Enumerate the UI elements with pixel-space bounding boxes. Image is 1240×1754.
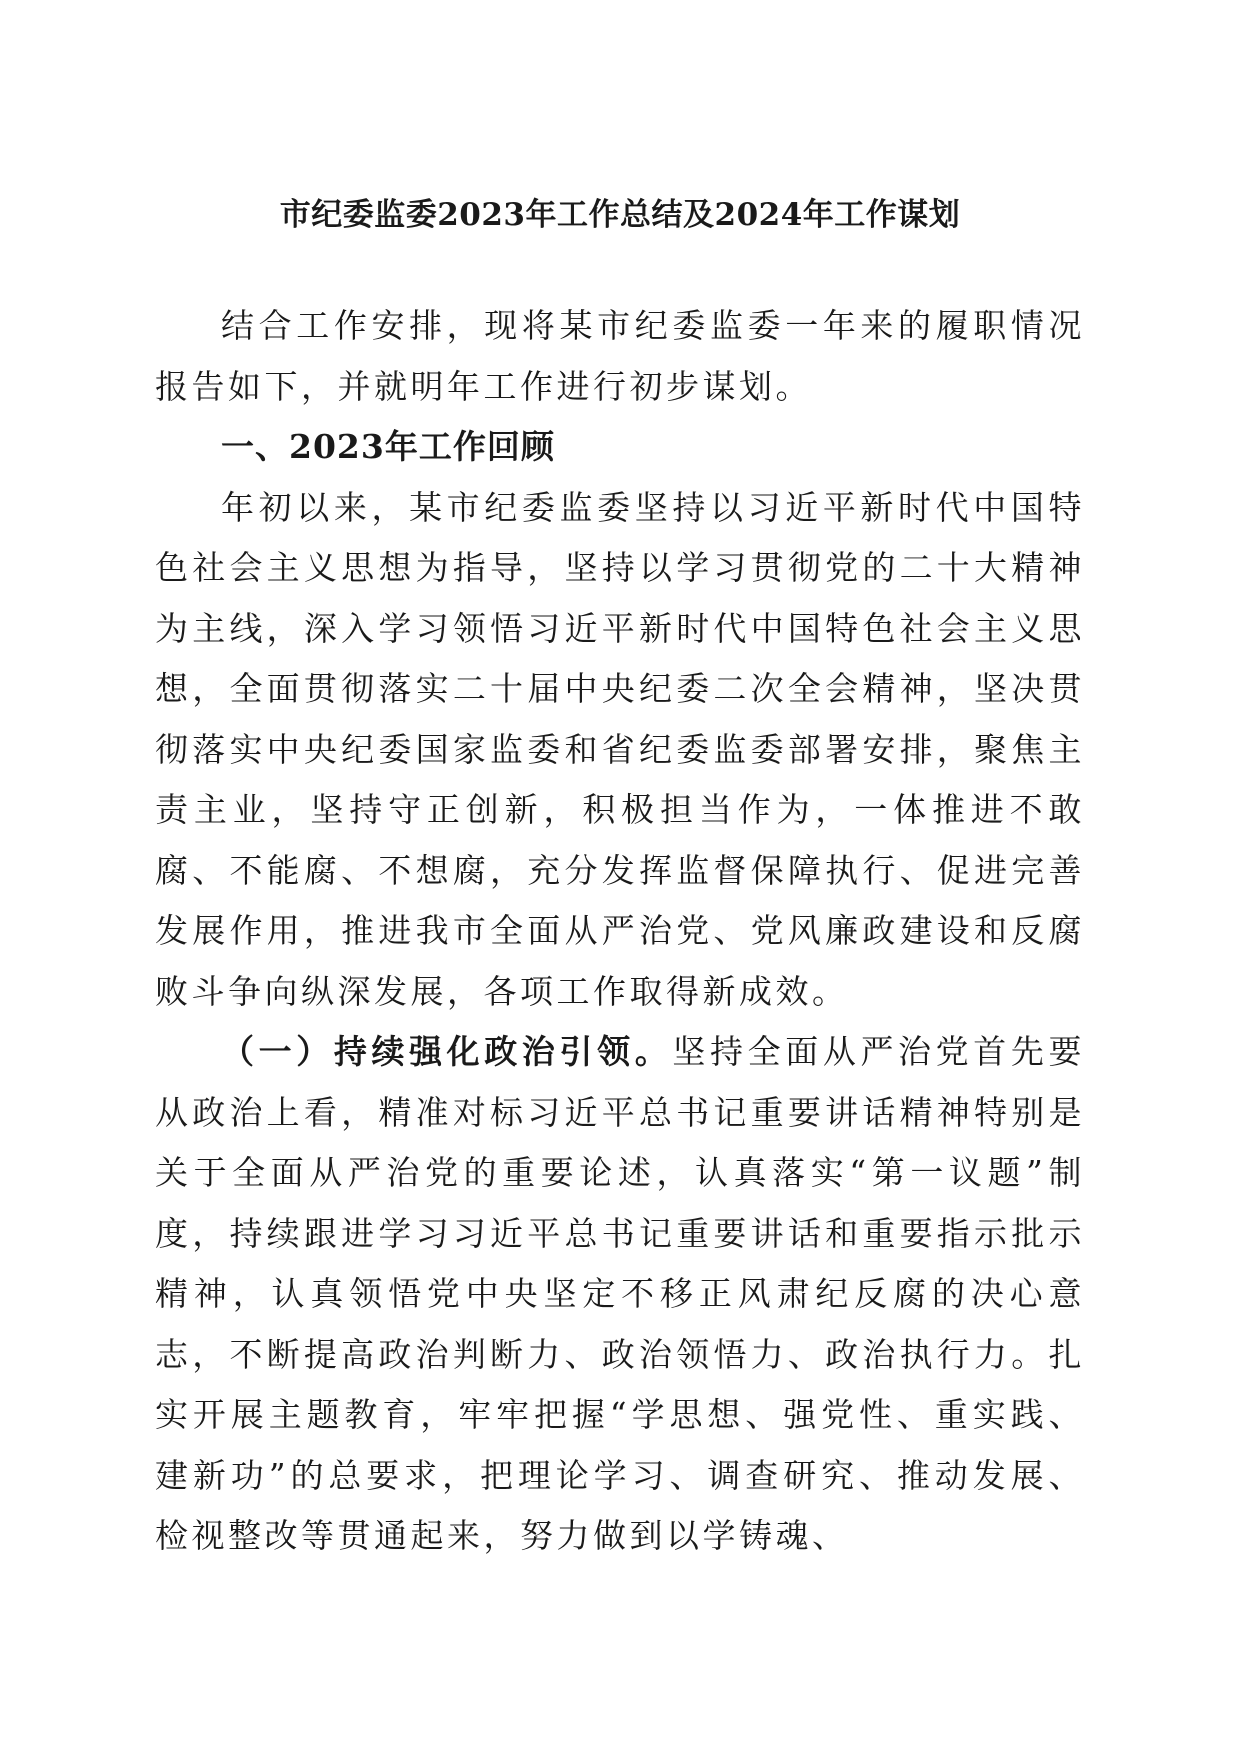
item-body-text: 坚持全面从严治党首先要从政治上看，精准对标习近平总书记重要讲话精神特别是关于全面从严治党的重要论述，认真落实“第一议题”制度，持续跟进学习习近平总书记重要讲话和重要指示批示精神，认真领悟党中央坚定不移正风肃纪反腐的决心意志，不断提高政治判断力、政治领悟力、政治执行力。扎实开展主题教育，牢牢把握“学思想、强党性、重实践、建新功”的总要求，把理论学习、调查研究、推动发展、检视整改等贯通起来，努力做到以学铸魂、: [155, 1032, 1086, 1555]
document-body: [155, 296, 1085, 1567]
item-subheading: （一）持续强化政治引领。: [221, 1032, 673, 1071]
item-paragraph-political-guidance: [155, 1022, 1085, 1567]
section-heading-review: 一、2023年工作回顾: [221, 427, 555, 466]
document-title: 市纪委监委2023年工作总结及2024年工作谋划: [279, 197, 961, 233]
overview-paragraph: 年初以来，某市纪委监委坚持以习近平新时代中国特色社会主义思想为指导，坚持以学习贯彻党的二十大精神为主线，深入学习领悟习近平新时代中国特色社会主义思想，全面贯彻落实二十届中央纪委二次全会精神，坚决贯彻落实中央纪委国家监委和省纪委监委部署安排，聚焦主责主业，坚持守正创新，积极担当作为，一体推进不敢腐、不能腐、不想腐，充分发挥监督保障执行、促进完善发展作用，推进我市全面从严治党、党风廉政建设和反腐败斗争向纵深发展，各项工作取得新成效。: [155, 487, 1085, 1011]
intro-paragraph: 结合工作安排，现将某市纪委监委一年来的履职情况报告如下，并就明年工作进行初步谋划。: [155, 306, 1085, 406]
